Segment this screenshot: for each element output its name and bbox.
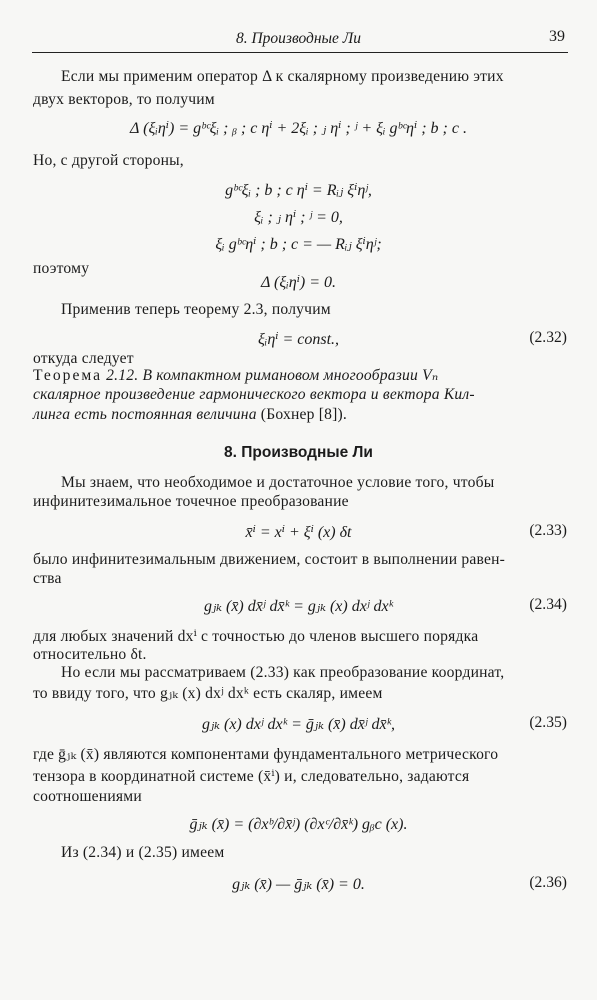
theorem-citation: (Бохнер [8]). [256,406,347,423]
equation-number: (2.34) [529,596,567,613]
equation: x̄ⁱ = xⁱ + ξⁱ (x) δt [245,524,352,541]
equation: ξᵢ gᵇᶜηⁱ ; b ; c = — Rᵢⱼ ξⁱηʲ; [215,236,382,253]
paragraph-line: то ввиду того, что gⱼₖ (x) dxʲ dxᵏ есть скаляр, имеем [33,685,383,702]
running-head-title: 8. Производные Ли [235,30,362,47]
paragraph-line: Применив теперь теорему 2.3, получим [61,301,331,318]
equation: gⱼₖ (x̄) dx̄ʲ dx̄ᵏ = gⱼₖ (x) dxʲ dxᵏ [203,598,394,615]
theorem-text: 2.12. В компактном римановом многообразии Vₙ [106,367,439,384]
paragraph-line: Из (2.34) и (2.35) имеем [61,844,225,861]
theorem-line: скалярное произведение гармонического вектора и вектора Кил- [33,386,475,403]
paragraph-line: соотношениями [33,788,142,805]
paragraph-line: Но если мы рассматриваем (2.33) как преобразование координат, [61,664,505,681]
page-number: 39 [549,28,565,45]
equation: Δ (ξᵢηⁱ) = gᵇᶜξᵢ ; ᵦ ; c ηⁱ + 2ξᵢ ; ⱼ ηⁱ ; ʲ + ξᵢ gᵇᶜηⁱ ; b ; c . [130,120,467,137]
paragraph-line: Но, с другой стороны, [33,152,184,169]
paragraph-line: двух векторов, то получим [33,91,215,108]
equation: ξᵢ ; ⱼ ηⁱ ; ʲ = 0, [254,209,343,226]
paragraph-line: Мы знаем, что необходимое и достаточное условие того, чтобы [61,474,495,491]
theorem-text: линга есть постоянная величина [33,406,257,423]
paragraph-line: относительно δt. [33,646,147,663]
paragraph-line: поэтому [33,260,90,277]
theorem-label: Теорема [33,367,103,384]
header-rule [32,52,568,53]
equation-number: (2.36) [529,874,567,891]
equation: ḡⱼₖ (x̄) = (∂xᵇ/∂x̄ʲ) (∂xᶜ/∂x̄ᵏ) gᵦc (x). [189,816,408,833]
paragraph-line: для любых значений dxⁱ с точностью до членов высшего порядка [33,628,479,645]
theorem-line [33,406,543,424]
paragraph-line: было инфинитезимальным движением, состоит в выполнении равен- [33,551,506,568]
equation-number: (2.35) [529,714,567,731]
theorem-line [33,366,543,385]
paragraph-line: инфинитезимальное точечное преобразование [33,493,349,510]
equation: gⱼₖ (x) dxʲ dxᵏ = ḡⱼₖ (x̄) dx̄ʲ dx̄ᵏ, [201,716,396,733]
paragraph-line: откуда следует [33,350,134,367]
equation: ξᵢηⁱ = const., [257,331,340,348]
equation: gᵇᶜξᵢ ; b ; c ηⁱ = Rᵢⱼ ξⁱηʲ, [225,182,372,199]
paragraph-line: где ḡⱼₖ (x̄) являются компонентами фундаментального метрического [33,746,499,763]
equation-number: (2.33) [529,522,567,539]
section-heading: 8. Производные Ли [224,444,373,461]
equation-number: (2.32) [529,329,567,346]
equation: Δ (ξᵢηⁱ) = 0. [260,274,337,291]
paragraph-line: ства [33,570,62,587]
paragraph-line: Если мы применим оператор Δ к скалярному произведению этих [61,68,504,85]
equation: gⱼₖ (x̄) — ḡⱼₖ (x̄) = 0. [232,876,365,893]
paragraph-line: тензора в координатной системе (x̄ⁱ) и, следовательно, задаются [33,768,470,785]
